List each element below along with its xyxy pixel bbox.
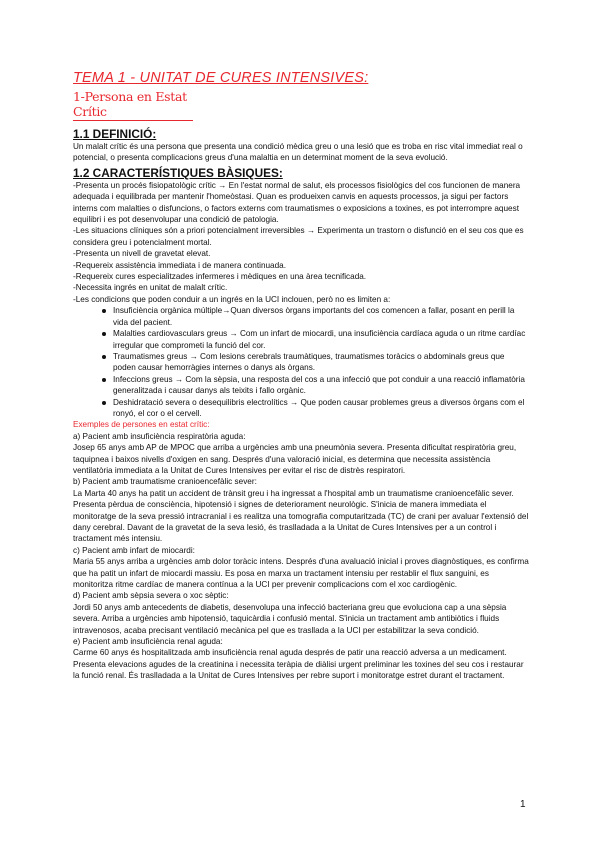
case-text: Josep 65 anys amb AP de MPOC que arriba a urgències amb una pneumònia severa. Presenta dificultat respiratòria greu, taquipnea i baixos nivells d'oxigen en sang. Després d'una valoració inicial, es determina que necessita assistència ventilatòria immediata a la Unitat de Cures Intensives per evitar el risc de distrès respiratori. (73, 443, 517, 475)
case-text: Jordi 50 anys amb antecedents de diabetis, desenvolupa una infecció bacteriana greu que evoluciona cap a una sèpsia severa. Arriba a urgències amb hipotensió, taquicàrdia i confusió mental. S'inicia un tractament amb antibiòtics i fluids intravenosos, acaba precisant ventilació mecànica pel que es trasllada a la UCI per estabilitzar la seva condició. (73, 602, 507, 635)
case-text: Carme 60 anys és hospitalitzada amb insuficiència renal aguda després de patir una reacció adversa a un medicament. Presenta elevacions agudes de la creatinina i necessita teràpia de diàlisi urgent preliminar les toxines del seu cos i restaurar la funció renal. És traslladada a la Unitat de Cures Intensives per rebre suport i monitoratge estret durant el tractament. (73, 648, 524, 681)
section-subtitle: 1-Persona en Estat Crític (73, 89, 193, 121)
condition-bullet: Infeccions greus → Com la sèpsia, una resposta del cos a una infecció que pot conduir a una reacció inflamatòria generalitzada i causar danys als teixits i fallo orgànic. (113, 374, 529, 397)
condition-bullet: Deshidratació severa o desequilibris electrolítics → Que poden causar problemes greus a diversos òrgans com el ronyó, el cor o el cervell. (113, 397, 529, 420)
document-title: TEMA 1 - UNITAT DE CURES INTENSIVES: (73, 70, 369, 86)
case-label: b) Pacient amb traumatisme cranioencefàlic sever: (73, 477, 257, 487)
definition-paragraph: Un malalt crític és una persona que presenta una condició mèdica greu o una lesió que es troba en risc vital immediat real o potencial, o presenta complicacions greus d'una malaltia en un determinat moment de la seva evolució. (73, 142, 523, 163)
conditions-list (73, 305, 529, 419)
condition-bullet: Traumatismes greus → Com lesions cerebrals traumàtiques, traumatismes toràcics o abdominals greus que poden causar hemorràgies internes o danys als òrgans. (113, 351, 529, 374)
case-label: d) Pacient amb sèpsia severa o xoc sèptic: (73, 591, 229, 601)
characteristic-line: -Necessita ingrés en unitat de malalt crític. (73, 283, 228, 293)
characteristic-line: -Les situacions clíniques són a priori potencialment irreversibles → Experimenta un trastorn o disfunció en el seu cos que es considera greu i potencialment mortal. (73, 226, 524, 247)
heading-caracteristiques: 1.2 CARACTERÍSTIQUES BÀSIQUES: (73, 165, 283, 180)
page-number: 1 (520, 799, 526, 810)
condition-bullet: Malalties cardiovasculars greus → Com un infart de miocardi, una insuficiència cardíaca aguda o un ritme cardíac irregular que comprometi la funció del cor. (113, 328, 529, 351)
case-label: e) Pacient amb insuficiència renal aguda: (73, 637, 223, 647)
characteristic-line: -Les condicions que poden conduir a un ingrés en la UCI inclouen, però no es limiten a: (73, 294, 391, 304)
characteristic-line: -Requereix cures especialitzades infermeres i mèdiques en una àrea tecnificada. (73, 272, 367, 282)
characteristic-line: -Requereix assistència immediata i de manera continuada. (73, 260, 286, 270)
characteristic-line: -Presenta un procés fisiopatològic crític → En l'estat normal de salut, els processos fisiològics del cos funcionen de manera adequada i equilibrada per mantenir l'homeòstasi. Quan es produeixen canvis en aquests processos, ja sigui per factors interns com malalties o disfuncions, o factors externs com traumatismes o exposicions a toxines, es pot interrompre aquest equilibri i es pot desenvolupar una condició de patologia. (73, 180, 521, 225)
heading-definicio: 1.1 DEFINICIÓ: (73, 127, 157, 141)
page-content (73, 70, 529, 682)
characteristic-line: -Presenta un nivell de gravetat elevat. (73, 249, 211, 259)
case-label: c) Pacient amb infart de miocardi: (73, 545, 195, 555)
condition-bullet: Insuficiència orgànica múltiple→Quan diversos òrgans importants del cos comencen a fallar, posant en perill la vida del pacient. (113, 305, 529, 328)
case-text: La Marta 40 anys ha patit un accident de trànsit greu i ha ingressat a l'hospital amb un traumatisme cranioencefàlic sever. Presenta pèrdua de consciència, hipotensió i signes de deteriorament neurològic. S'inicia de manera immediata el monitoratge de la seva pressió intracranial i es realitza una tomografia computaritzada (TC) de crani per avaluar l'extensió del dany cerebral. Davant de la gravetat de la seva lesió, és traslladada a la Unitat de Cures Intensives per a un control i tractament més intensiu. (73, 488, 529, 544)
case-label: a) Pacient amb insuficiència respiratòria aguda: (73, 431, 246, 441)
examples-heading: Exemples de persones en estat crític: (73, 420, 210, 430)
case-text: Maria 55 anys arriba a urgències amb dolor toràcic intens. Després d'una avaluació inicial i proves diagnòstiques, es confirma que ha patit un infart de miocardi massiu. Es posa en marxa un tractament intensiu per restablir el flux sanguini, es monitoritza ritme cardíac de manera contínua a la UCI per prevenir complicacions com el xoc cardiogènic. (73, 557, 529, 590)
